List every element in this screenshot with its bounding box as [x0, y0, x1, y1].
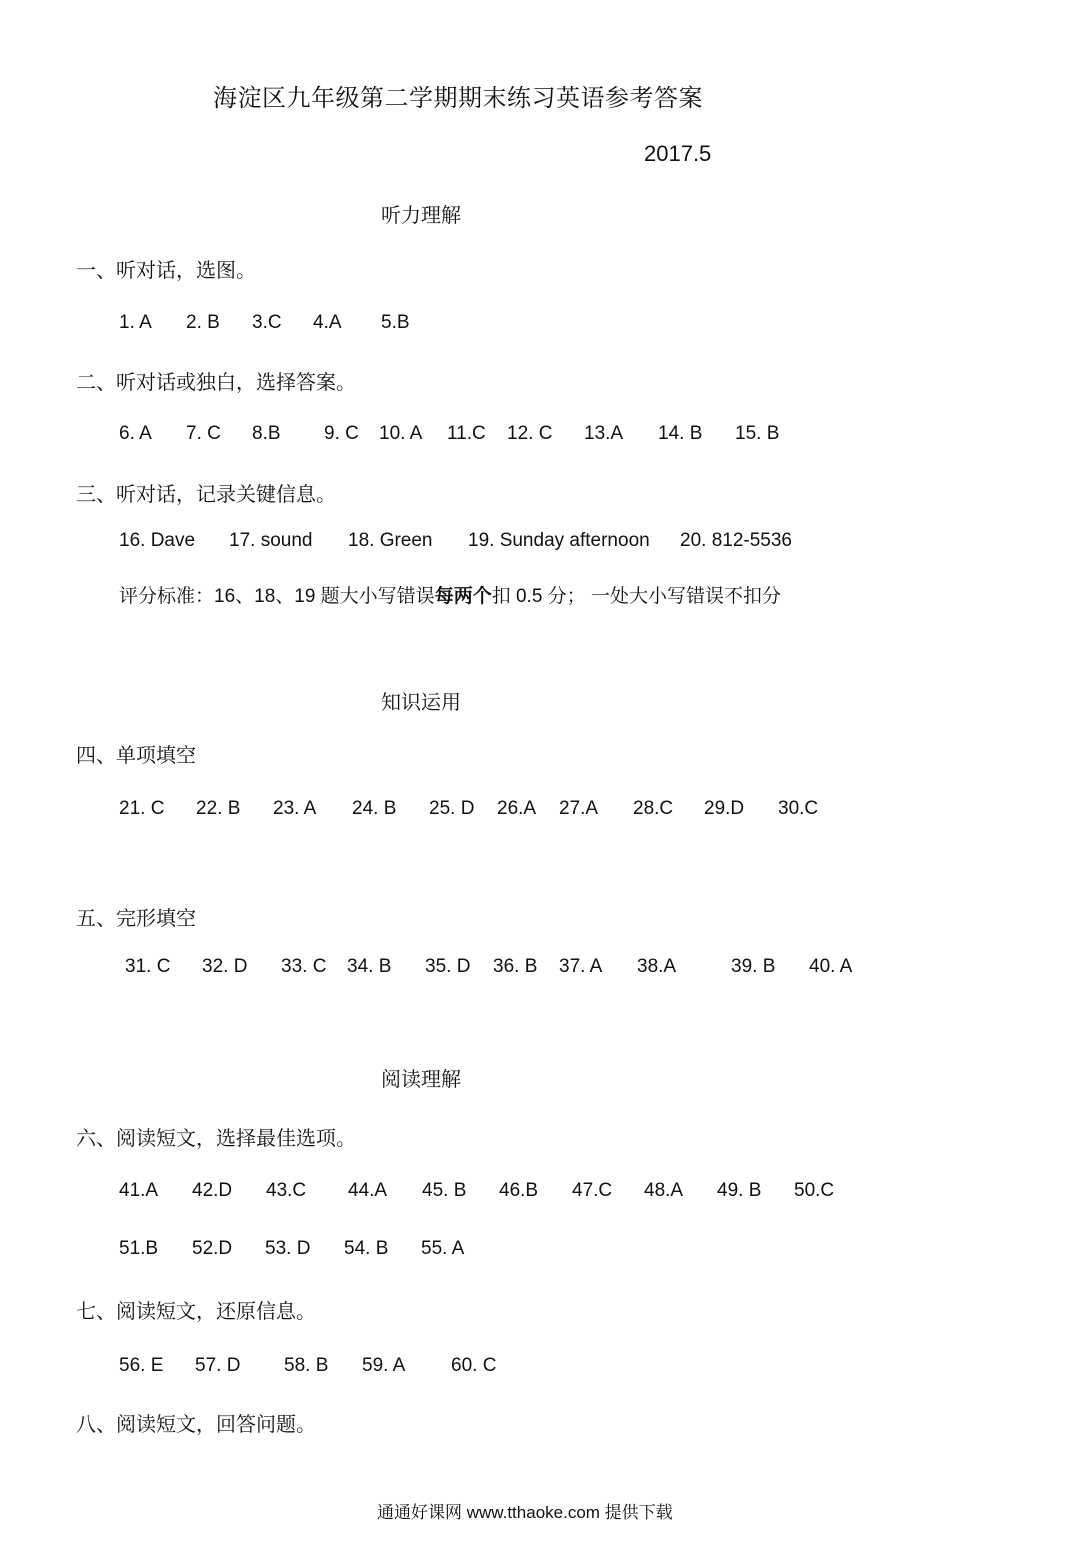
- section-8-heading: 八、阅读短文，回答问题。: [76, 1414, 316, 1436]
- answer-item: 38.A: [637, 956, 677, 977]
- answer-item: 56. E: [119, 1355, 164, 1376]
- answer-item: 59. A: [362, 1355, 406, 1376]
- answer-item: 26.A: [497, 798, 537, 819]
- answer-item: 25. D: [429, 798, 475, 819]
- answer-item: 11.C: [447, 423, 486, 444]
- answer-item: 14. B: [658, 423, 703, 444]
- answer-item: 55. A: [421, 1238, 465, 1259]
- scoring-note-bold: 每两个: [434, 586, 492, 607]
- answer-item: 9. C: [324, 423, 359, 444]
- answer-item: 51.B: [119, 1238, 159, 1259]
- page-title: 海淀区九年级第二学期期末练习英语参考答案: [213, 85, 703, 112]
- answer-item: 45. B: [422, 1180, 467, 1201]
- answer-item: 42.D: [192, 1180, 233, 1201]
- answer-item: 52.D: [192, 1238, 233, 1259]
- answer-item: 24. B: [352, 798, 397, 819]
- answer-item: 29.D: [704, 798, 745, 819]
- section-5-heading: 五、完形填空: [76, 908, 196, 930]
- answer-item: 23. A: [273, 798, 317, 819]
- answer-item: 44.A: [348, 1180, 388, 1201]
- answer-item: 17. sound: [229, 530, 313, 551]
- answer-item: 5.B: [381, 312, 410, 333]
- answer-item: 34. B: [347, 956, 392, 977]
- answer-item: 13.A: [584, 423, 624, 444]
- answer-item: 43.C: [266, 1180, 307, 1201]
- scoring-note-suffix: 扣 0.5 分； 一处大小写错误不扣分: [491, 586, 781, 607]
- part-heading-knowledge: 知识运用: [381, 692, 461, 714]
- part-heading-reading: 阅读理解: [381, 1069, 461, 1091]
- answer-item: 7. C: [186, 423, 221, 444]
- answer-item: 54. B: [344, 1238, 389, 1259]
- answer-item: 21. C: [119, 798, 165, 819]
- answer-item: 4.A: [313, 312, 342, 333]
- answer-item: 12. C: [507, 423, 553, 444]
- answer-item: 6. A: [119, 423, 152, 444]
- answer-item: 46.B: [499, 1180, 539, 1201]
- answer-item: 15. B: [735, 423, 780, 444]
- footer-download-note: 通通好课网 www.tthaoke.com 提供下载: [377, 1503, 673, 1522]
- scoring-note-prefix: 评分标准：16、18、19 题大小写错误: [119, 586, 435, 607]
- answer-item: 31. C: [125, 956, 171, 977]
- exam-date: 2017.5: [644, 141, 712, 166]
- answer-item: 8.B: [252, 423, 281, 444]
- answer-item: 28.C: [633, 798, 674, 819]
- section-2-heading: 二、听对话或独白，选择答案。: [76, 372, 356, 394]
- answer-item: 20. 812-5536: [680, 530, 792, 551]
- answer-item: 10. A: [379, 423, 423, 444]
- answer-item: 60. C: [451, 1355, 497, 1376]
- scoring-note: [119, 581, 781, 608]
- answer-item: 3.C: [252, 312, 282, 333]
- answer-item: 1. A: [119, 312, 152, 333]
- answer-item: 36. B: [493, 956, 538, 977]
- answer-item: 50.C: [794, 1180, 835, 1201]
- answer-item: 32. D: [202, 956, 248, 977]
- answer-item: 35. D: [425, 956, 471, 977]
- answer-item: 2. B: [186, 312, 220, 333]
- section-1-heading: 一、听对话，选图。: [76, 260, 256, 282]
- answer-item: 33. C: [281, 956, 327, 977]
- answer-item: 22. B: [196, 798, 241, 819]
- section-7-heading: 七、阅读短文，还原信息。: [76, 1301, 316, 1323]
- part-heading-listening: 听力理解: [381, 205, 461, 227]
- answer-item: 40. A: [809, 956, 853, 977]
- answer-item: 39. B: [731, 956, 776, 977]
- answer-item: 57. D: [195, 1355, 241, 1376]
- answer-item: 49. B: [717, 1180, 762, 1201]
- answer-item: 41.A: [119, 1180, 159, 1201]
- answer-item: 58. B: [284, 1355, 329, 1376]
- answer-item: 48.A: [644, 1180, 684, 1201]
- answer-item: 27.A: [559, 798, 599, 819]
- answer-item: 16. Dave: [119, 530, 196, 551]
- section-6-heading: 六、阅读短文，选择最佳选项。: [76, 1128, 356, 1150]
- answer-item: 47.C: [572, 1180, 613, 1201]
- answer-item: 18. Green: [348, 530, 433, 551]
- section-4-heading: 四、单项填空: [76, 745, 196, 767]
- answer-item: 37. A: [559, 956, 603, 977]
- section-3-heading: 三、听对话，记录关键信息。: [76, 484, 336, 506]
- answer-item: 30.C: [778, 798, 819, 819]
- answer-item: 53. D: [265, 1238, 311, 1259]
- answer-item: 19. Sunday afternoon: [468, 530, 650, 551]
